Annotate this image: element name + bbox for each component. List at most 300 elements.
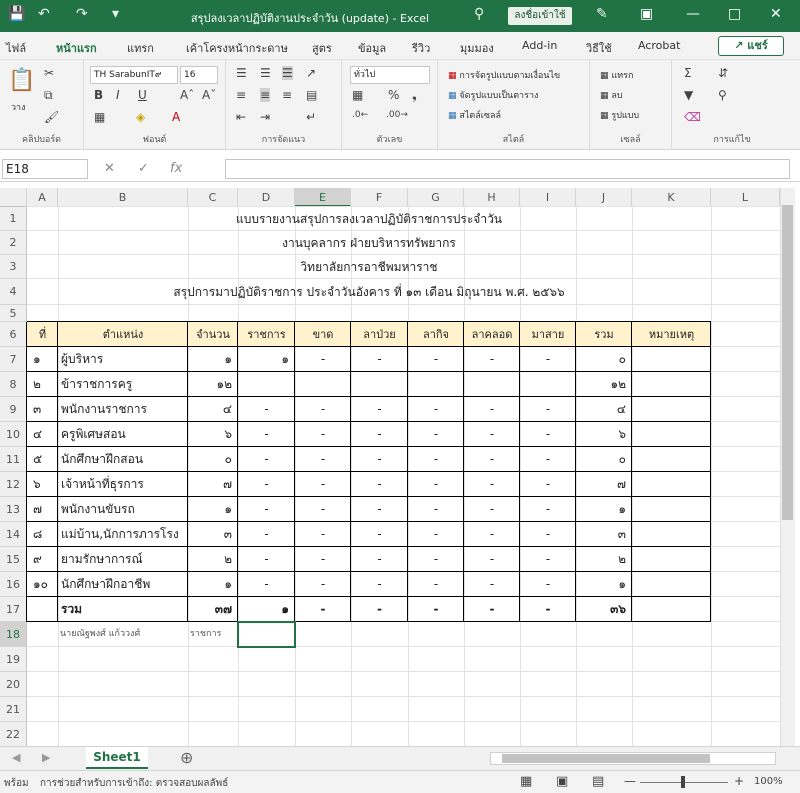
tab-addins[interactable]: Add-in [522, 39, 558, 52]
table-cell[interactable]: ๑ [224, 352, 232, 366]
format-cells-label: รูปแบบ [611, 111, 640, 121]
report-title3[interactable]: วิทยาลัยการอาชีพมหาราช [300, 260, 438, 274]
table-cell[interactable]: - [377, 577, 382, 591]
table-cell[interactable]: - [545, 502, 551, 516]
status-bar [0, 770, 800, 793]
table-cell[interactable]: ๔ [222, 402, 232, 416]
table-cell[interactable]: - [320, 452, 326, 466]
table-cell[interactable]: ๗ [33, 502, 43, 516]
horizontal-scroll-thumb[interactable] [502, 754, 710, 763]
table-header-cell[interactable]: ตำแหน่ง [102, 328, 144, 341]
table-cell[interactable]: - [264, 577, 269, 591]
align-middle-icon[interactable]: ☰ [260, 66, 271, 80]
worksheet-grid[interactable] [0, 188, 780, 746]
insert-cells-label: แทรก [611, 71, 634, 81]
enter-icon[interactable]: ✓ [138, 161, 149, 176]
clipboard-group [0, 60, 84, 150]
table-cell[interactable]: - [377, 552, 382, 566]
italic-icon[interactable]: I [116, 88, 120, 102]
table-cell[interactable]: - [545, 352, 551, 366]
maximize-icon[interactable]: □ [728, 6, 742, 22]
row-header-17[interactable]: 17 [0, 597, 27, 622]
row-header-14[interactable]: 14 [0, 522, 27, 547]
table-cell[interactable]: - [433, 527, 439, 541]
orientation-icon[interactable]: ↗ [306, 66, 317, 80]
table-cell[interactable]: - [320, 602, 326, 616]
font-size-box[interactable]: 16 [180, 66, 218, 84]
gridline-row [27, 671, 780, 672]
row-header-16[interactable]: 16 [0, 572, 27, 597]
row-header-4[interactable]: 4 [0, 279, 27, 305]
table-cell[interactable] [632, 447, 711, 472]
table-cell[interactable]: ๔ [33, 427, 43, 441]
format-painter-icon[interactable]: 🖌 [44, 110, 60, 124]
tab-acrobat[interactable]: Acrobat [638, 39, 681, 52]
column-header-j[interactable]: J [576, 188, 632, 207]
styles-group-label: สไตล์ [502, 135, 525, 145]
window-title: สรุปลงเวลาปฏิบัติงานประจำวัน (update) - Excel [190, 12, 430, 25]
tab-review[interactable]: รีวิว [412, 42, 431, 55]
cell-styles-icon: ▦ [448, 111, 460, 121]
fill-icon[interactable]: ▼ [684, 88, 694, 102]
table-cell[interactable]: ๑๒ [216, 377, 232, 391]
format-cells-button[interactable] [600, 108, 639, 122]
table-cell[interactable] [632, 472, 711, 497]
table-cell[interactable]: นักศึกษาฝึกสอน [61, 452, 144, 466]
undo-icon[interactable]: ↶ [38, 6, 50, 22]
table-cell[interactable]: - [433, 577, 439, 591]
table-cell[interactable]: - [489, 552, 495, 566]
merge-center-icon[interactable]: ▤ [306, 88, 318, 102]
paste-icon[interactable]: 📋 [8, 68, 36, 93]
row-header-8[interactable]: 8 [0, 372, 27, 397]
table-cell[interactable]: - [264, 477, 269, 491]
table-cell[interactable]: - [433, 602, 439, 616]
row-header-11[interactable]: 11 [0, 447, 27, 472]
table-cell[interactable]: - [489, 352, 495, 366]
table-cell[interactable]: ๑ [281, 602, 289, 616]
autosum-icon[interactable]: Σ [684, 66, 692, 80]
clear-icon[interactable]: ⌫ [684, 110, 701, 124]
row-header-6[interactable]: 6 [0, 322, 27, 347]
table-cell[interactable]: ๒ [618, 552, 626, 566]
tab-file[interactable]: ไฟล์ [6, 42, 27, 55]
table-header-cell[interactable]: ลาป่วย [363, 328, 396, 341]
table-cell[interactable]: - [377, 352, 382, 366]
table-cell[interactable]: - [433, 552, 439, 566]
table-cell[interactable]: - [545, 452, 551, 466]
column-header-h[interactable]: H [464, 188, 520, 207]
conditional-formatting-button[interactable] [448, 68, 560, 82]
table-cell[interactable] [632, 347, 711, 372]
table-cell[interactable] [632, 522, 711, 547]
footer-name[interactable]: นายณัฐพงศ์ แก้ววงศ์ [60, 629, 141, 639]
table-cell[interactable]: - [433, 502, 439, 516]
table-cell[interactable]: ๓ [223, 527, 232, 541]
wrap-text-icon[interactable]: ↵ [306, 110, 317, 124]
formula-bar [0, 156, 800, 182]
table-cell[interactable]: ยามรักษาการณ์ [61, 552, 143, 566]
tab-page-layout[interactable]: เค้าโครงหน้ากระดาษ [186, 42, 288, 55]
table-cell[interactable]: - [545, 427, 551, 441]
table-cell[interactable]: ๐ [224, 452, 232, 466]
row-header-12[interactable]: 12 [0, 472, 27, 497]
copy-icon[interactable]: ⧉ [44, 88, 53, 102]
ready-status: พร้อม [4, 778, 29, 789]
table-cell[interactable]: - [264, 452, 269, 466]
cut-icon[interactable]: ✂ [44, 66, 55, 80]
save-icon[interactable]: 💾 [8, 6, 26, 22]
row-header-21[interactable]: 21 [0, 697, 27, 722]
tab-help[interactable]: วิธีใช้ [586, 42, 612, 55]
table-cell[interactable]: - [433, 427, 439, 441]
column-header-b[interactable]: B [58, 188, 188, 207]
row-header-10[interactable]: 10 [0, 422, 27, 447]
share-icon: ↗ [734, 39, 748, 52]
row-header-19[interactable]: 19 [0, 647, 27, 672]
table-cell[interactable]: - [264, 402, 269, 416]
report-title4[interactable]: สรุปการมาปฏิบัติราชการ ประจำวันอังคาร ที่ ๑๓ เดือน มิถุนายน พ.ศ. ๒๕๖๖ [173, 285, 565, 299]
table-cell[interactable]: ๑๐ [33, 577, 48, 591]
table-cell[interactable]: - [264, 502, 269, 516]
paste-label[interactable]: วาง [11, 103, 26, 113]
table-cell[interactable]: - [377, 502, 382, 516]
table-cell[interactable]: เจ้าหน้าที่ธุรการ [61, 477, 144, 491]
table-cell[interactable]: ข้าราชการครู [61, 377, 133, 391]
table-cell[interactable]: ๓ [33, 402, 42, 416]
table-cell[interactable]: ครูพิเศษสอน [61, 427, 126, 441]
sort-filter-icon[interactable]: ⇵ [718, 66, 729, 80]
format-as-table-button[interactable] [448, 88, 538, 102]
delete-cells-button[interactable] [600, 88, 623, 102]
table-cell[interactable]: - [489, 527, 495, 541]
gridline-row [27, 721, 780, 722]
table-cell[interactable]: - [489, 502, 495, 516]
table-cell[interactable]: นักศึกษาฝึกอาชีพ [61, 577, 151, 591]
delete-cells-label: ลบ [611, 91, 623, 101]
title-bar [0, 0, 800, 32]
zoom-level[interactable]: 100% [754, 776, 783, 787]
table-cell[interactable] [632, 572, 711, 597]
table-cell[interactable]: ๐ [618, 452, 626, 466]
currency-icon[interactable]: ▦ [352, 88, 364, 102]
column-header-k[interactable]: K [632, 188, 711, 207]
report-title2[interactable]: งานบุคลากร ฝ่ายบริหารทรัพยากร [282, 236, 456, 250]
table-header-cell[interactable]: ลากิจ [422, 328, 450, 341]
footer-position[interactable]: ราชการ [190, 629, 222, 639]
table-cell[interactable]: - [433, 402, 439, 416]
row-header-15[interactable]: 15 [0, 547, 27, 572]
table-cell[interactable]: - [433, 452, 439, 466]
fill-color-icon[interactable]: ◈ [136, 110, 146, 124]
table-cell[interactable]: - [320, 477, 326, 491]
font-color-icon[interactable]: A [172, 110, 181, 124]
font-group-label: ฟอนต์ [142, 135, 167, 145]
table-cell[interactable] [632, 497, 711, 522]
table-cell[interactable]: ๑ [33, 352, 41, 366]
name-box[interactable]: E18 [2, 159, 88, 179]
formula-input[interactable] [225, 159, 790, 179]
table-cell[interactable]: - [433, 477, 439, 491]
table-cell[interactable]: - [320, 402, 326, 416]
table-cell[interactable]: ๑ [618, 577, 626, 591]
row-header-22[interactable]: 22 [0, 722, 27, 746]
table-cell[interactable]: - [377, 602, 382, 616]
table-cell[interactable] [632, 547, 711, 572]
table-cell[interactable] [632, 397, 711, 422]
row-header-7[interactable]: 7 [0, 347, 27, 372]
table-cell[interactable]: ๙ [33, 552, 42, 566]
table-cell[interactable]: แม่บ้าน,นักการภารโรง [61, 527, 179, 541]
table-cell[interactable]: - [264, 527, 269, 541]
table-cell[interactable]: ๑๒ [610, 377, 626, 391]
cell-styles-label: สไตล์เซลล์ [459, 111, 501, 121]
tab-data[interactable]: ข้อมูล [358, 42, 387, 55]
ribbon-tabs [0, 32, 800, 60]
table-cell[interactable]: - [545, 402, 551, 416]
table-cell[interactable]: - [545, 577, 551, 591]
table-cell[interactable]: ๒ [33, 377, 41, 391]
editing-group [672, 60, 792, 150]
redo-icon[interactable]: ↷ [76, 6, 88, 22]
table-cell[interactable]: - [489, 477, 495, 491]
table-cell[interactable]: - [320, 352, 326, 366]
table-cell[interactable]: - [320, 427, 326, 441]
decrease-indent-icon[interactable]: ⇤ [236, 110, 247, 124]
align-center-icon[interactable]: ≡ [260, 88, 271, 102]
new-sheet-icon[interactable]: ⊕ [180, 748, 194, 767]
minimize-icon[interactable]: — [686, 6, 700, 22]
cells-group-label: เซลล์ [620, 135, 641, 145]
increase-decimal-icon[interactable]: .0← [352, 110, 369, 120]
search-icon[interactable]: ⚲ [474, 6, 485, 22]
table-cell[interactable]: ๗ [616, 477, 626, 491]
tab-home[interactable]: หน้าแรก [56, 39, 97, 63]
clipboard-group-label: คลิปบอร์ด [21, 135, 62, 145]
conditional-formatting-label: การจัดรูปแบบตามเงื่อนไข [459, 71, 561, 81]
table-cell[interactable]: - [377, 477, 382, 491]
ribbon [0, 60, 800, 150]
alignment-group [226, 60, 342, 150]
grow-font-icon[interactable]: Aˆ [180, 88, 195, 102]
table-cell[interactable] [295, 372, 351, 397]
table-cell[interactable]: ๖ [33, 477, 41, 491]
table-cell[interactable]: ๓๖ [610, 602, 626, 616]
align-bottom-icon[interactable]: ☰ [282, 66, 293, 80]
table-cell[interactable]: ๖ [618, 427, 626, 441]
table-header-cell[interactable]: ที่ [38, 328, 47, 341]
row-header-9[interactable]: 9 [0, 397, 27, 422]
format-as-table-label: จัดรูปแบบเป็นตาราง [459, 91, 539, 101]
number-group [342, 60, 438, 150]
table-header-cell[interactable]: ราชการ [247, 328, 286, 341]
alignment-group-label: การจัดแนว [261, 135, 306, 145]
zoom-out-icon[interactable]: — [624, 774, 636, 788]
table-cell[interactable]: ผู้บริหาร [61, 352, 104, 366]
table-cell[interactable]: ๘ [33, 527, 43, 541]
table-header-cell[interactable]: รวม [594, 328, 614, 341]
table-cell[interactable]: - [545, 552, 551, 566]
styles-group [438, 60, 590, 150]
table-header-cell[interactable]: มาสาย [531, 328, 565, 341]
table-cell[interactable]: ๑ [281, 352, 289, 366]
column-header-d[interactable]: D [238, 188, 295, 207]
sheet-tab-sheet1[interactable]: Sheet1 [86, 747, 148, 769]
table-cell[interactable]: ๑ [618, 502, 626, 516]
row-header-3[interactable]: 3 [0, 255, 27, 279]
delete-cells-icon: ▦ [600, 91, 612, 101]
number-group-label: ตัวเลข [376, 135, 403, 145]
table-header-cell[interactable]: จำนวน [196, 328, 230, 341]
table-cell[interactable] [408, 372, 464, 397]
find-select-icon[interactable]: ⚲ [718, 88, 727, 102]
table-cell[interactable]: - [545, 527, 551, 541]
table-cell[interactable]: - [377, 527, 382, 541]
underline-icon[interactable]: U [138, 88, 147, 102]
tab-insert[interactable]: แทรก [127, 42, 154, 55]
select-all-corner[interactable] [0, 188, 27, 207]
report-title1[interactable]: แบบรายงานสรุปการลงเวลาปฏิบัติราชการประจำวัน [235, 212, 503, 226]
column-header-f[interactable]: F [351, 188, 408, 207]
table-header-cell[interactable]: ลาคลอด [471, 328, 513, 341]
table-cell[interactable] [27, 597, 58, 622]
table-cell[interactable]: - [545, 602, 551, 616]
gridline-row [27, 696, 780, 697]
ribbon-display-icon[interactable]: ▣ [640, 6, 654, 22]
sheet-tabs-bar [0, 746, 800, 770]
table-cell[interactable]: - [320, 527, 326, 541]
cell-styles-button[interactable] [448, 108, 501, 122]
font-name-box[interactable]: TH SarabunIT๙ [90, 66, 178, 84]
cells-group [590, 60, 672, 150]
table-cell[interactable]: - [377, 427, 382, 441]
table-cell[interactable]: - [377, 402, 382, 416]
zoom-in-icon[interactable]: + [734, 774, 745, 788]
table-cell[interactable] [632, 597, 711, 622]
bold-icon[interactable]: B [94, 88, 104, 102]
page-layout-view-icon[interactable]: ▣ [556, 774, 569, 789]
table-cell[interactable]: ๖ [224, 427, 232, 441]
column-header-l[interactable]: L [711, 188, 780, 207]
pen-icon[interactable]: ✎ [596, 6, 608, 22]
prev-sheet-icon[interactable]: ◀ [12, 751, 21, 764]
table-cell[interactable]: - [489, 452, 495, 466]
normal-view-icon[interactable]: ▦ [520, 774, 533, 789]
page-break-view-icon[interactable]: ▤ [592, 774, 605, 789]
table-header-cell[interactable]: หมายเหตุ [648, 328, 695, 341]
row-header-18[interactable]: 18 [0, 622, 27, 647]
row-header-1[interactable]: 1 [0, 207, 27, 231]
percent-icon[interactable]: % [388, 88, 400, 102]
column-header-g[interactable]: G [408, 188, 464, 207]
font-group [84, 60, 226, 150]
table-cell[interactable]: รวม [61, 602, 83, 616]
close-icon[interactable]: ✕ [770, 6, 782, 22]
table-cell[interactable]: - [545, 477, 551, 491]
share-button[interactable] [718, 36, 784, 56]
insert-function-icon[interactable]: fx [170, 161, 183, 176]
table-cell[interactable] [351, 372, 408, 397]
row-header-2[interactable]: 2 [0, 231, 27, 255]
conditional-formatting-icon: ▦ [448, 71, 460, 81]
table-cell[interactable] [632, 372, 711, 397]
tab-formulas[interactable]: สูตร [312, 42, 332, 55]
row-header-13[interactable]: 13 [0, 497, 27, 522]
insert-cells-button[interactable] [600, 68, 633, 82]
active-cell-e18[interactable] [237, 621, 296, 648]
format-as-table-icon: ▦ [448, 91, 460, 101]
table-cell[interactable]: - [489, 577, 495, 591]
align-top-icon[interactable]: ☰ [236, 66, 247, 80]
table-cell[interactable]: ๓๗ [214, 602, 232, 616]
table-cell[interactable] [520, 372, 576, 397]
table-header-cell[interactable]: ขาด [312, 328, 334, 341]
table-cell[interactable]: - [489, 427, 495, 441]
number-format-box[interactable]: ทั่วไป [350, 66, 430, 84]
table-cell[interactable]: ๗ [222, 477, 232, 491]
insert-cells-icon: ▦ [600, 71, 612, 81]
decrease-decimal-icon[interactable]: .00→ [386, 110, 408, 120]
share-label: แชร์ [747, 39, 768, 52]
align-left-icon[interactable]: ≡ [236, 88, 247, 102]
customize-quick-access-icon[interactable]: ▾ [112, 6, 120, 22]
format-cells-icon: ▦ [600, 111, 612, 121]
table-cell[interactable]: พนักงานราชการ [61, 402, 147, 416]
table-cell[interactable]: - [320, 552, 326, 566]
table-cell[interactable]: พนักงานขับรถ [61, 502, 135, 516]
table-cell[interactable]: ๑ [224, 502, 232, 516]
borders-icon[interactable]: ▦ [94, 110, 106, 124]
column-header-i[interactable]: I [520, 188, 576, 207]
zoom-slider-thumb[interactable] [681, 776, 685, 788]
editing-group-label: การแก้ไข [713, 135, 751, 145]
tab-view[interactable]: มุมมอง [460, 42, 494, 55]
table-cell[interactable]: - [433, 352, 439, 366]
table-cell[interactable]: - [320, 577, 326, 591]
table-cell[interactable]: - [489, 402, 495, 416]
table-cell[interactable]: ๑ [224, 577, 232, 591]
column-header-e[interactable]: E [295, 188, 351, 207]
table-cell[interactable]: ๒ [224, 552, 232, 566]
sign-in-button[interactable]: ลงชื่อเข้าใช้ [508, 7, 572, 25]
increase-indent-icon[interactable]: ⇥ [260, 110, 271, 124]
shrink-font-icon[interactable]: Aˇ [202, 88, 217, 102]
table-cell[interactable]: ๐ [618, 352, 626, 366]
table-cell[interactable]: - [489, 602, 495, 616]
column-header-a[interactable]: A [27, 188, 58, 207]
table-cell[interactable] [238, 372, 295, 397]
table-cell[interactable]: - [377, 452, 382, 466]
table-cell[interactable]: - [264, 427, 269, 441]
comma-icon[interactable]: ❟ [412, 88, 417, 102]
table-cell[interactable] [632, 422, 711, 447]
column-header-c[interactable]: C [188, 188, 238, 207]
table-cell[interactable]: - [264, 552, 269, 566]
accessibility-status[interactable]: การช่วยสำหรับการเข้าถึง: ตรวจสอบผลลัพธ์ [40, 778, 229, 789]
cancel-icon[interactable]: ✕ [104, 161, 115, 176]
table-cell[interactable] [464, 372, 520, 397]
row-header-5[interactable]: 5 [0, 305, 27, 322]
vertical-scroll-thumb[interactable] [782, 205, 793, 520]
next-sheet-icon[interactable]: ▶ [42, 751, 51, 764]
align-right-icon[interactable]: ≡ [282, 88, 293, 102]
table-cell[interactable]: - [320, 502, 326, 516]
gridline-col [711, 207, 712, 746]
table-cell[interactable]: ๕ [33, 452, 43, 466]
table-cell[interactable]: ๔ [616, 402, 626, 416]
table-cell[interactable]: ๓ [617, 527, 626, 541]
row-header-20[interactable]: 20 [0, 672, 27, 697]
